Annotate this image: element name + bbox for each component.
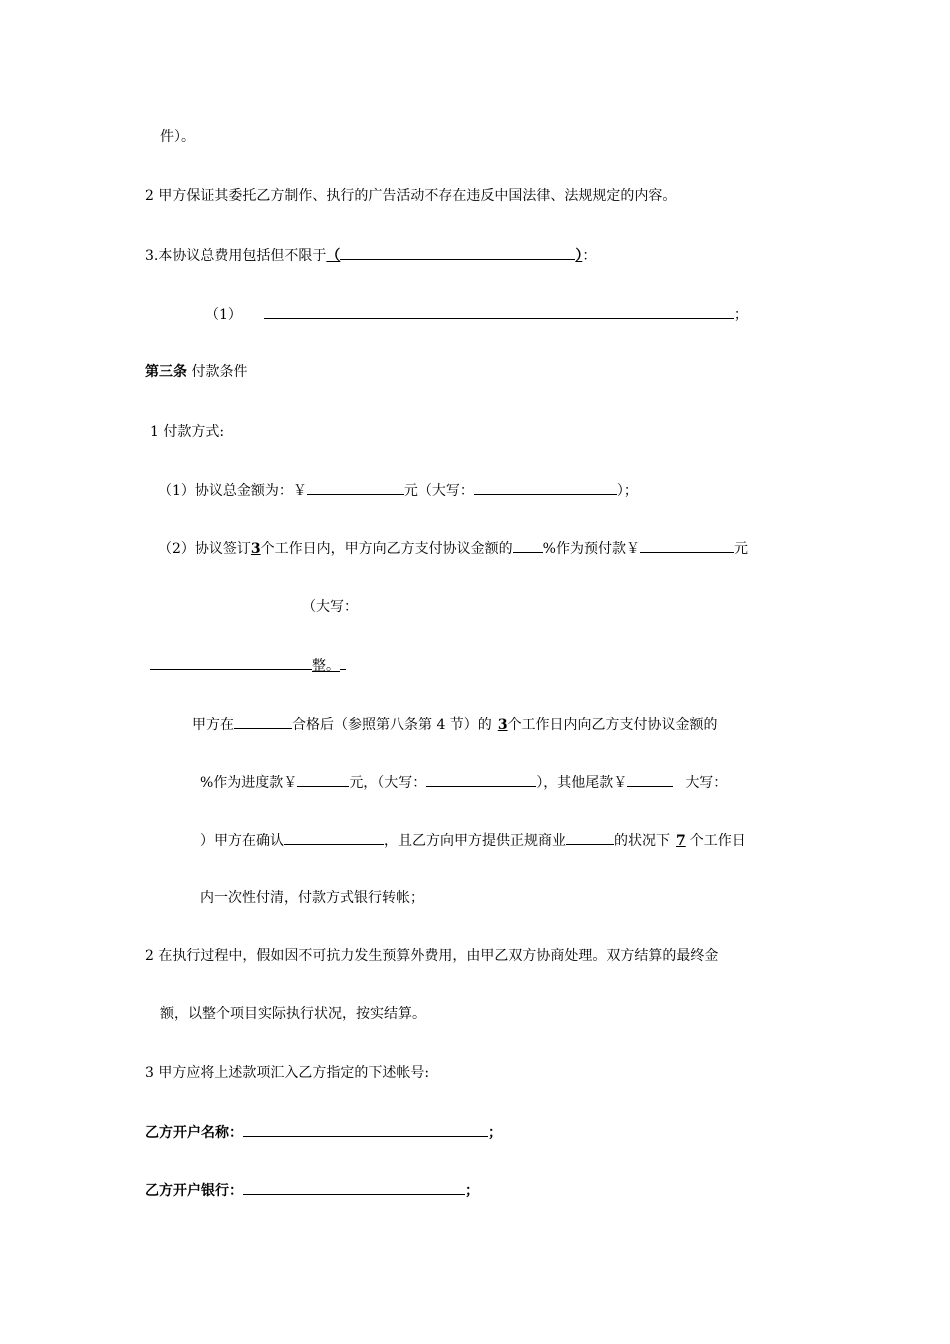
section-3-heading	[145, 362, 247, 382]
p8-b: ，且乙方向甲方提供正规商业	[384, 833, 566, 849]
p7-d: 大写：	[685, 775, 728, 791]
p8-blank-invoice	[566, 830, 614, 845]
p3-days: 3	[250, 541, 261, 557]
p8-c: 的状况下	[614, 833, 670, 849]
l3-suffix: ：	[582, 248, 597, 264]
text-line-2: 2 甲方保证其委托乙方制作、执行的广告活动不存在违反中国法律、法规规定的内容。	[145, 188, 677, 204]
p5-text: 整。	[312, 658, 340, 674]
p6-a: 甲方在	[192, 717, 234, 733]
p3-blank-percent	[513, 538, 543, 553]
p6-b: 合格后（参照第八条第 4 节）的	[292, 717, 492, 733]
p7-blank-amount	[297, 772, 349, 787]
p6-blank	[234, 714, 292, 729]
text-line-payment-method: 1 付款方式:	[150, 424, 225, 440]
p8-a: ）甲方在确认	[200, 833, 284, 849]
text-line-4	[205, 304, 748, 325]
p7-c: ），其他尾款￥	[536, 775, 628, 791]
l3-close: ）	[575, 248, 583, 264]
text-line-account-intro: 3 甲方应将上述款项汇入乙方指定的下述帐号:	[145, 1065, 430, 1081]
p7-blank-words	[426, 772, 536, 787]
l4-end: ；	[733, 307, 748, 323]
account-bank-label: 乙方开户银行：	[145, 1183, 243, 1199]
account-name-blank	[243, 1122, 488, 1137]
p2-a: （1）协议总金额为：￥	[158, 483, 307, 499]
p3-blank-amount	[640, 538, 734, 553]
text-line-progress-2	[200, 772, 727, 793]
text-line-total-amount	[158, 480, 638, 501]
section-3-subtitle: 付款条件	[191, 364, 248, 380]
p8-days: 7	[676, 833, 686, 849]
account-name-end: ；	[488, 1125, 502, 1141]
text-line-final-1	[200, 830, 746, 851]
p5-blank	[150, 655, 312, 670]
p5-tail	[340, 655, 346, 670]
p8-blank-confirm	[284, 830, 384, 845]
p6-c: 个工作日内向乙方支付协议金额的	[507, 717, 718, 733]
p3-b: 个工作日内，甲方向乙方支付协议金额的	[260, 541, 513, 557]
p3-a: （2）协议签订	[158, 541, 251, 557]
l3-blank	[340, 245, 575, 260]
p3-d: 元	[733, 541, 748, 557]
text-line-3	[145, 245, 596, 266]
l4-num: （1）	[205, 307, 242, 323]
account-name-label: 乙方开户名称：	[145, 1125, 243, 1141]
text-line-capital-2	[150, 655, 346, 676]
account-bank-end: ；	[465, 1183, 479, 1199]
p6-days: 3	[497, 717, 508, 733]
text-line-extra-cost-2: 额，以整个项目实际执行状况，按实结算。	[160, 1006, 426, 1022]
p2-c: ）；	[616, 483, 638, 499]
text-line-final-2: 内一次性付清，付款方式银行转帐；	[200, 890, 424, 906]
p2-b: 元（大写：	[403, 483, 474, 499]
text-line-progress-1	[192, 714, 718, 735]
p7-blank-balance	[627, 772, 673, 787]
account-name-row	[145, 1122, 502, 1143]
text-line-capital-1: （大写：	[302, 599, 358, 615]
section-3-title: 第三条	[145, 364, 187, 380]
account-bank-row	[145, 1180, 479, 1201]
l3-open: （	[326, 248, 341, 264]
text-line-extra-cost-1: 2 在执行过程中，假如因不可抗力发生预算外费用，由甲乙双方协商处理。双方结算的最终金	[145, 948, 719, 964]
p7-b: 元，（大写：	[349, 775, 427, 791]
p8-d: 个工作日	[689, 833, 746, 849]
l4-blank	[264, 304, 734, 319]
p2-blank-words	[474, 480, 617, 495]
p3-c: %作为预付款￥	[542, 541, 640, 557]
l3-prefix: 3.本协议总费用包括但不限于	[145, 248, 327, 264]
p7-a: %作为进度款￥	[200, 775, 298, 791]
p2-blank-amount	[307, 480, 404, 495]
account-bank-blank	[243, 1180, 465, 1195]
text-line-prepayment	[158, 538, 748, 559]
text-line-1: 件）。	[160, 129, 195, 145]
